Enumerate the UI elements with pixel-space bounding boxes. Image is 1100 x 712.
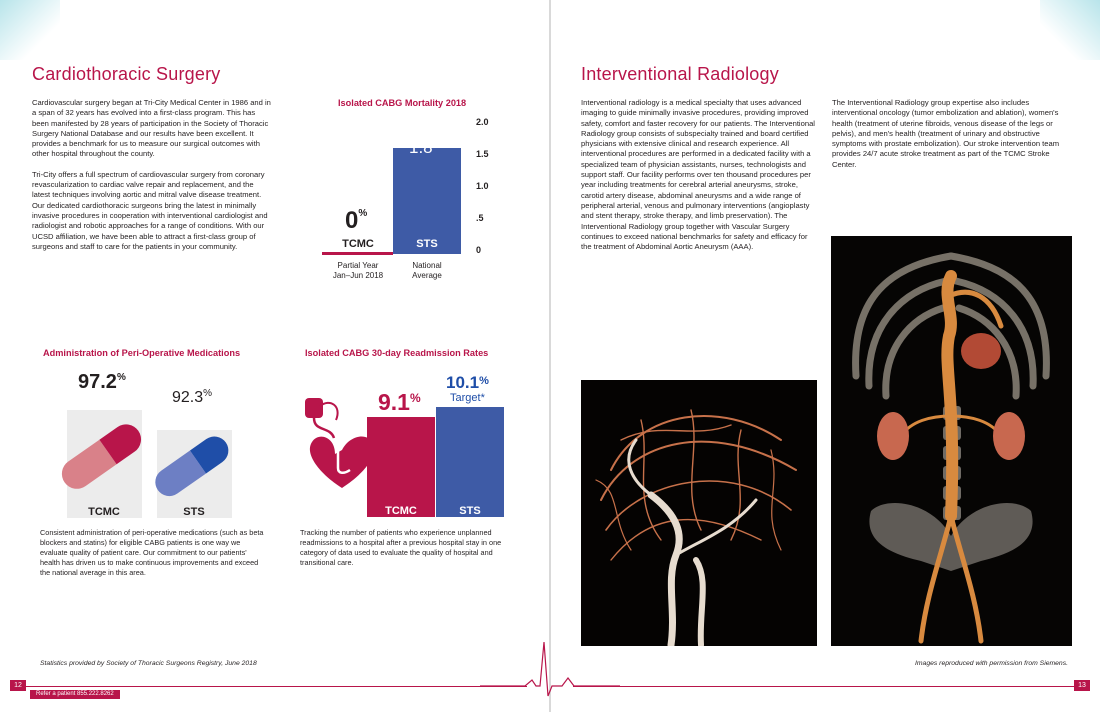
aorta-illustration xyxy=(831,236,1072,646)
cerebral-angiography-image xyxy=(581,380,817,646)
readmission-chart xyxy=(300,362,515,522)
medication-chart-title: Administration of Peri-Operative Medications xyxy=(43,348,241,358)
page-number: 13 xyxy=(1074,680,1090,691)
tcmc-bar xyxy=(367,417,435,517)
mortality-chart-title: Isolated CABG Mortality 2018 xyxy=(338,98,467,108)
sts-caption: National xyxy=(412,261,442,270)
axis-tick: 2.0 xyxy=(476,117,489,127)
section-title-cardiothoracic: Cardiothoracic Surgery xyxy=(32,64,221,84)
corner-decoration xyxy=(0,0,60,60)
statistics-footnote: Statistics provided by Society of Thoracic Surgeons Registry, June 2018 xyxy=(40,660,257,667)
medication-caption: Consistent administration of peri-operative medications (such as beta blockers and statins) for eligible CABG patients is one way we evaluate quality of patient care. Our commitment to our patients' health has driven us to make continuous improvements and exceed the national average in this area. xyxy=(40,528,264,577)
sts-value: 1.8% xyxy=(409,138,442,157)
sts-label: STS xyxy=(183,506,205,518)
tcmc-value: 97.2% xyxy=(78,371,126,393)
intro-text xyxy=(32,98,272,262)
medication-chart xyxy=(40,362,280,522)
readmission-chart-title: Isolated CABG 30-day Readmission Rates xyxy=(305,348,489,358)
sts-bar xyxy=(436,407,504,517)
heart-monitor-icon xyxy=(305,398,374,488)
page-number: 12 xyxy=(10,680,26,691)
sts-value: 10.1% xyxy=(446,373,489,392)
corner-decoration xyxy=(1040,0,1100,60)
tcmc-label: TCMC xyxy=(385,505,417,517)
mortality-chart xyxy=(320,110,520,290)
readmission-caption: Tracking the number of patients who experience unplanned readmissions to a hospital after a previous hospital stay in one category of data used to evaluate the quality of hospital and transitional care. xyxy=(300,528,502,567)
image-credit-footnote: Images reproduced with permission from Siemens. xyxy=(915,660,1068,667)
right-page xyxy=(551,0,1100,712)
aorta-ct-angiography-image xyxy=(831,236,1072,646)
brain-vessels-illustration xyxy=(581,380,817,646)
sts-value: 92.3% xyxy=(172,388,213,406)
tcmc-caption: Partial Year xyxy=(337,261,379,270)
tcmc-caption: Jan–Jun 2018 xyxy=(332,271,384,280)
paragraph: Cardiovascular surgery began at Tri-City Medical Center in 1986 and in a span of 32 years has evolved into a first-class program. This has been manifested by 28 years of participation in the Society of Thoracic Surgery National Database and our results have been excellent. It provides a benchmark for us to measure our surgical outcomes with other hospital throughout the county. xyxy=(32,98,271,159)
section-title-interventional: Interventional Radiology xyxy=(581,64,779,84)
tcmc-value: 0% xyxy=(345,207,368,234)
tcmc-label: TCMC xyxy=(88,506,120,518)
axis-tick: 0 xyxy=(476,245,482,255)
tcmc-bar xyxy=(322,252,393,255)
footer-rule xyxy=(573,686,1078,687)
axis-tick: 1.5 xyxy=(476,149,489,159)
tcmc-bar-label: TCMC xyxy=(342,238,374,250)
ecg-heartbeat-line xyxy=(480,640,620,700)
left-page xyxy=(0,0,549,712)
axis-tick: 1.0 xyxy=(476,181,489,191)
sts-label: STS xyxy=(459,505,481,517)
sts-target-label: Target* xyxy=(450,392,485,404)
refer-patient-phone[interactable]: Refer a patient 855.222.8262 xyxy=(30,690,120,699)
sts-caption: Average xyxy=(412,271,442,280)
paragraph: Tri-City offers a full spectrum of cardiovascular surgery from coronary revascularization to cardiac valve repair and replacement, and the latest techniques involving aortic and mitral valve disease treatment. Our dedicated cardiothoracic surgeons bring the latest in minimally invasive procedures in cooperation with interventional cardiologist and radiologist and robotic approaches for a range of conditions. With our UCSD affiliation, we have been able to attract a first-class group of surgeons and staff to care for the patients in your community. xyxy=(32,169,268,251)
footer-rule xyxy=(22,686,527,687)
tcmc-value: 9.1% xyxy=(378,389,421,415)
radiology-text-column-1: Interventional radiology is a medical specialty that uses advanced imaging to guide minimally invasive procedures, providing improved safety, comfort and faster recovery for our patients. The Interventional Radiology group consists of subspecialty trained and board certified physicians with extensive clinical and research experience. All interventional procedures are performed in a dedicated facility with a specialized team of physician assistants, nurses, technologists and support staff. Our facility performs over ten thousand procedures per year including treatments for cerebral arterial aneurysms, stroke, carotid artery disease, abdominal aneurysms and a wide range of peripheral arterial, venous and pulmonary interventions (angioplasty and stent therapy, stroke therapy, and limb preservation). The Interventional Radiology group together with Vascular Surgery continues to exceed national benchmarks for safety and efficacy for the treatment of Abdominal Aortic Aneurysm (AAA). xyxy=(581,98,815,252)
radiology-text-column-2: The Interventional Radiology group expertise also includes interventional oncology (tumor embolization and ablation), women's health (treatment of uterine fibroids, venous disease of the legs or pelvis), and men's health (treatment of urinary and obstructive symptoms with prostate embolization). Our stroke intervention team provides 24/7 acute stroke treatment as part of the TCMC Stroke Center. xyxy=(832,98,1060,169)
axis-tick: .5 xyxy=(476,213,484,223)
sts-bar-label: STS xyxy=(416,238,438,250)
